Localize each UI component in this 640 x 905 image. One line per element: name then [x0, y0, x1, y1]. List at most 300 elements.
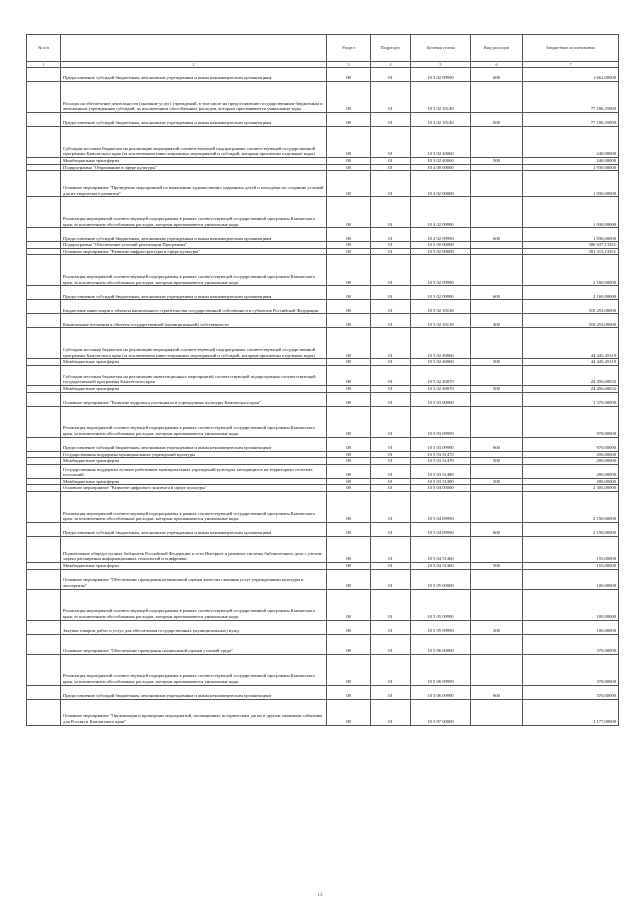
header-razdel: Раздел — [327, 35, 371, 62]
cell-rz: 08 — [327, 127, 371, 158]
cell-num — [27, 286, 61, 300]
table-row — [27, 82, 619, 113]
cell-vr: 600 — [471, 437, 523, 451]
cell-vr: 600 — [471, 228, 523, 242]
cell-csr: 10 5 07 00000 — [411, 699, 471, 725]
cell-pr: 01 — [371, 328, 411, 359]
cell-csr: 10 5 03 09990 — [411, 406, 471, 437]
cell-vr — [471, 82, 523, 113]
table-row — [27, 113, 619, 127]
colnum: 7 — [523, 62, 619, 68]
table-row — [27, 365, 619, 385]
cell-rz: 08 — [327, 478, 371, 485]
cell-name: Предоставление субсидий бюджетным, автономным учреждениям и иным некоммерческим организациям — [61, 286, 327, 300]
cell-pr: 01 — [371, 620, 411, 634]
cell-vr: 500 — [471, 359, 523, 366]
cell-pr: 01 — [371, 255, 411, 286]
cell-rz: 08 — [327, 68, 371, 82]
cell-name: Реализация мероприятий соответствующей подпрограммы в рамках соответствующей государственной программы Камчатского края, за исключением обособленных расходов, которым присваиваются уникальные коды — [61, 654, 327, 685]
cell-name: Подключение общедоступных библиотек Российской Федерации к сети Интернет и развитие системы библиотечного дела с учетом задачи расширения информационных технологий и оцифровки — [61, 536, 327, 562]
cell-csr: 10 5 02 40060 — [411, 328, 471, 359]
cell-csr: 10 5 02 10130 — [411, 314, 471, 328]
colnum: 2 — [61, 62, 327, 68]
cell-sum: 155,00000 — [523, 536, 619, 562]
cell-num — [27, 127, 61, 158]
cell-rz: 08 — [327, 654, 371, 685]
cell-rz: 08 — [327, 158, 371, 165]
cell-sum: 2 160,00000 — [523, 255, 619, 286]
table-row — [27, 437, 619, 451]
cell-vr: 600 — [471, 113, 523, 127]
cell-sum: 2 150,00000 — [523, 491, 619, 522]
cell-sum: 44 445,45319 — [523, 328, 619, 359]
cell-vr — [471, 699, 523, 725]
cell-csr: 10 5 04 51460 — [411, 536, 471, 562]
cell-name: Межбюджетные трансферты — [61, 158, 327, 165]
cell-num — [27, 365, 61, 385]
cell-vr: 600 — [471, 68, 523, 82]
cell-vr — [471, 536, 523, 562]
cell-name: Межбюджетные трансферты — [61, 562, 327, 569]
cell-csr: 10 5 03 51470 — [411, 451, 471, 458]
cell-pr: 01 — [371, 491, 411, 522]
cell-num — [27, 171, 61, 197]
header-name — [61, 35, 327, 62]
cell-sum: 1 930,00000 — [523, 197, 619, 228]
cell-csr: 10 3 02 40060 — [411, 158, 471, 165]
cell-name: Межбюджетные трансферты — [61, 478, 327, 485]
cell-vr — [471, 197, 523, 228]
cell-csr: 10 5 05 00000 — [411, 569, 471, 589]
cell-pr: 01 — [371, 68, 411, 82]
table-row — [27, 68, 619, 82]
cell-name: Основное мероприятие "Обеспечение проведения специальной оценки условий труда" — [61, 634, 327, 654]
cell-rz: 08 — [327, 562, 371, 569]
cell-rz: 08 — [327, 255, 371, 286]
cell-pr: 01 — [371, 562, 411, 569]
cell-vr: 500 — [471, 458, 523, 465]
table-row — [27, 685, 619, 699]
cell-csr: 10 5 03 51480 — [411, 478, 471, 485]
cell-rz: 08 — [327, 197, 371, 228]
cell-pr: 01 — [371, 359, 411, 366]
cell-sum: 370,00000 — [523, 654, 619, 685]
cell-csr: 10 5 06 00000 — [411, 634, 471, 654]
cell-pr: 01 — [371, 242, 411, 249]
table-row — [27, 485, 619, 492]
cell-rz: 08 — [327, 464, 371, 478]
cell-num — [27, 197, 61, 228]
cell-vr — [471, 406, 523, 437]
cell-vr — [471, 127, 523, 158]
cell-csr: 10 5 02 09990 — [411, 286, 471, 300]
cell-csr: 10 5 03 51480 — [411, 464, 471, 478]
table-row — [27, 536, 619, 562]
table-row — [27, 300, 619, 314]
cell-rz: 08 — [327, 113, 371, 127]
cell-rz: 08 — [327, 569, 371, 589]
cell-sum: 370,00000 — [523, 685, 619, 699]
cell-pr: 01 — [371, 365, 411, 385]
cell-csr: 10 5 03 00000 — [411, 392, 471, 406]
cell-pr: 01 — [371, 314, 411, 328]
cell-num — [27, 158, 61, 165]
cell-csr: 10 3 02 10140 — [411, 82, 471, 113]
cell-pr: 01 — [371, 228, 411, 242]
table-row — [27, 197, 619, 228]
header-num: № п/п — [27, 35, 61, 62]
cell-rz: 08 — [327, 589, 371, 620]
cell-pr: 01 — [371, 451, 411, 458]
cell-pr: 01 — [371, 437, 411, 451]
cell-num — [27, 437, 61, 451]
cell-csr: 10 4 02 00000 — [411, 171, 471, 197]
cell-pr: 01 — [371, 406, 411, 437]
cell-num — [27, 164, 61, 171]
cell-name: Межбюджетные трансферты — [61, 385, 327, 392]
cell-vr — [471, 634, 523, 654]
cell-sum: 200,00000 — [523, 464, 619, 478]
cell-rz: 08 — [327, 485, 371, 492]
table-row — [27, 286, 619, 300]
cell-rz: 08 — [327, 328, 371, 359]
cell-name: Капитальные вложения в объекты государственной (муниципальной) собственности — [61, 314, 327, 328]
cell-rz: 08 — [327, 359, 371, 366]
cell-sum: 2 305,00000 — [523, 485, 619, 492]
table-row — [27, 478, 619, 485]
cell-sum: 200,00000 — [523, 451, 619, 458]
cell-pr: 01 — [371, 478, 411, 485]
cell-sum: 1 370,00000 — [523, 392, 619, 406]
colnum: 1 — [27, 62, 61, 68]
cell-sum: 77 186,35000 — [523, 82, 619, 113]
cell-num — [27, 478, 61, 485]
cell-vr — [471, 328, 523, 359]
table-row — [27, 158, 619, 165]
budget-table-sheet — [26, 34, 618, 726]
cell-name: Закупка товаров, работ и услуг для обеспечения государственных (муниципальных) нужд — [61, 620, 327, 634]
cell-csr: 10 5 04 09990 — [411, 491, 471, 522]
cell-rz: 08 — [327, 458, 371, 465]
cell-num — [27, 536, 61, 562]
table-row — [27, 620, 619, 634]
cell-num — [27, 569, 61, 589]
cell-pr: 01 — [371, 171, 411, 197]
cell-pr: 01 — [371, 589, 411, 620]
cell-name: Подпрограмма "Обеспечение условий реализации Программы" — [61, 242, 327, 249]
cell-pr: 01 — [371, 82, 411, 113]
cell-vr: 600 — [471, 522, 523, 536]
cell-rz: 08 — [327, 620, 371, 634]
cell-sum: 200,00000 — [523, 458, 619, 465]
cell-name: Основное мероприятие "Развитие инфраструктуры в сфере культуры" — [61, 248, 327, 255]
cell-name: Реализация мероприятий соответствующей подпрограммы в рамках соответствующей государственной программы Камчатского края, за исключением обособленных расходов, которым присваиваются уникальные коды — [61, 255, 327, 286]
cell-sum: 240,00000 — [523, 158, 619, 165]
cell-vr: 600 — [471, 286, 523, 300]
cell-num — [27, 113, 61, 127]
cell-pr: 01 — [371, 485, 411, 492]
cell-vr: 500 — [471, 562, 523, 569]
cell-vr: 200 — [471, 620, 523, 634]
cell-pr: 01 — [371, 654, 411, 685]
cell-sum: 240,00000 — [523, 127, 619, 158]
cell-sum: 1 177,00000 — [523, 699, 619, 725]
cell-vr: 500 — [471, 158, 523, 165]
cell-pr: 01 — [371, 464, 411, 478]
cell-sum: 381 315,13351 — [523, 248, 619, 255]
cell-num — [27, 68, 61, 82]
cell-num — [27, 359, 61, 366]
cell-pr: 01 — [371, 197, 411, 228]
cell-pr: 01 — [371, 158, 411, 165]
cell-csr: 10 5 02 40060 — [411, 359, 471, 366]
cell-num — [27, 328, 61, 359]
cell-pr: 01 — [371, 458, 411, 465]
cell-sum: 1 662,00000 — [523, 68, 619, 82]
cell-rz: 08 — [327, 685, 371, 699]
cell-sum: 100,00000 — [523, 620, 619, 634]
cell-num — [27, 562, 61, 569]
cell-sum: 44 445,45319 — [523, 359, 619, 366]
cell-vr — [471, 365, 523, 385]
table-row — [27, 127, 619, 158]
colnum: 6 — [471, 62, 523, 68]
cell-name: Предоставление субсидий бюджетным, автономным учреждениям и иным некоммерческим организациям — [61, 228, 327, 242]
table-header-row — [27, 35, 619, 62]
cell-rz: 08 — [327, 392, 371, 406]
cell-vr — [471, 300, 523, 314]
cell-num — [27, 255, 61, 286]
cell-sum: 2 150,00000 — [523, 522, 619, 536]
cell-vr — [471, 242, 523, 249]
cell-vr — [471, 491, 523, 522]
cell-pr: 01 — [371, 286, 411, 300]
table-row — [27, 242, 619, 249]
cell-csr: 10 5 03 09990 — [411, 437, 471, 451]
cell-sum: 24 456,68032 — [523, 385, 619, 392]
cell-csr: 10 4 02 09990 — [411, 197, 471, 228]
cell-num — [27, 82, 61, 113]
cell-vr — [471, 569, 523, 589]
table-row — [27, 392, 619, 406]
cell-sum: 970,00000 — [523, 437, 619, 451]
cell-name: Основное мероприятие "Развитие кадрового потенциала в учреждениях культуры Камчатского края" — [61, 392, 327, 406]
cell-name: Государственная поддержка муниципальных учреждений культуры — [61, 451, 327, 458]
header-sum: Бюджетные ассигнования — [523, 35, 619, 62]
cell-pr: 01 — [371, 392, 411, 406]
cell-sum: 1 930,00000 — [523, 228, 619, 242]
cell-num — [27, 228, 61, 242]
cell-sum: 1 930,00000 — [523, 171, 619, 197]
cell-csr: 10 5 06 09990 — [411, 685, 471, 699]
cell-sum: 100,00000 — [523, 589, 619, 620]
cell-sum: 370,00000 — [523, 634, 619, 654]
cell-csr: 10 5 02 09990 — [411, 255, 471, 286]
cell-rz: 08 — [327, 228, 371, 242]
cell-vr — [471, 248, 523, 255]
cell-csr: 10 5 06 09990 — [411, 654, 471, 685]
cell-csr: 10 5 05 09990 — [411, 589, 471, 620]
cell-vr: 600 — [471, 685, 523, 699]
cell-csr: 10 3 02 40060 — [411, 127, 471, 158]
table-body — [27, 68, 619, 726]
cell-name: Реализация мероприятий соответствующей подпрограммы в рамках соответствующей государственной программы Камчатского края, за исключением обособленных расходов, которым присваиваются уникальные коды — [61, 197, 327, 228]
cell-csr: 10 3 02 09990 — [411, 68, 471, 82]
cell-num — [27, 451, 61, 458]
cell-num — [27, 464, 61, 478]
table-row — [27, 569, 619, 589]
cell-rz: 08 — [327, 314, 371, 328]
cell-sum: 310 253,00000 — [523, 314, 619, 328]
table-row — [27, 699, 619, 725]
cell-vr — [471, 654, 523, 685]
cell-pr: 01 — [371, 127, 411, 158]
header-csr: Целевая статья — [411, 35, 471, 62]
table-row — [27, 164, 619, 171]
cell-sum: 386 637,13351 — [523, 242, 619, 249]
cell-name: Предоставление субсидий бюджетным, автономным учреждениям и иным некоммерческим организациям — [61, 437, 327, 451]
cell-vr — [471, 451, 523, 458]
cell-vr — [471, 255, 523, 286]
cell-sum: 24 456,68032 — [523, 365, 619, 385]
cell-rz: 08 — [327, 171, 371, 197]
table-row — [27, 451, 619, 458]
cell-csr: 10 5 03 51470 — [411, 458, 471, 465]
cell-rz: 08 — [327, 491, 371, 522]
table-row — [27, 654, 619, 685]
colnum: 4 — [371, 62, 411, 68]
cell-vr — [471, 485, 523, 492]
cell-rz: 08 — [327, 365, 371, 385]
cell-csr: 10 5 02 10130 — [411, 300, 471, 314]
cell-num — [27, 385, 61, 392]
cell-name: Основное мероприятие "Проведение мероприятий по выявлению художественно одаренных детей и молодежи по созданию условий для их творческого развития" — [61, 171, 327, 197]
cell-name: Основное мероприятие "Развитие цифрового контента в сфере культуры" — [61, 485, 327, 492]
table-row — [27, 228, 619, 242]
cell-rz: 08 — [327, 242, 371, 249]
cell-num — [27, 314, 61, 328]
cell-name: Субсидии местным бюджетам на реализацию мероприятий соответствующей подпрограммы соответствующей государственной программы Камчатского края (за исключением инвестиционных мероприятий и субсидий, которым присвоены отдельные коды) — [61, 328, 327, 359]
table-row — [27, 522, 619, 536]
table-row — [27, 589, 619, 620]
cell-num — [27, 485, 61, 492]
cell-name: Расходы на обеспечение деятельности (оказание услуг) учреждений, в том числе на предоставление государственным бюджетным и автономным учреждениям субсидий, за исключением обособленных расходов, которым присваиваются уникальные коды — [61, 82, 327, 113]
cell-num — [27, 491, 61, 522]
cell-pr: 01 — [371, 699, 411, 725]
cell-num — [27, 589, 61, 620]
table-row — [27, 359, 619, 366]
page-number: 13 — [317, 893, 323, 898]
cell-sum: 970,00000 — [523, 406, 619, 437]
cell-csr: 10 4 02 09990 — [411, 228, 471, 242]
cell-rz: 08 — [327, 82, 371, 113]
table-row — [27, 634, 619, 654]
cell-name: Субсидии местным бюджетам на реализацию мероприятий соответствующей подпрограммы соответствующей государственной программы Камчатского края (за исключением инвестиционных мероприятий и субсидий, которым присвоены отдельные коды) — [61, 127, 327, 158]
cell-rz: 08 — [327, 300, 371, 314]
cell-rz: 08 — [327, 536, 371, 562]
cell-pr: 01 — [371, 685, 411, 699]
cell-name: Предоставление субсидий бюджетным, автономным учреждениям и иным некоммерческим организациям — [61, 522, 327, 536]
cell-sum: 1 930,00000 — [523, 164, 619, 171]
cell-vr — [471, 589, 523, 620]
table-row — [27, 464, 619, 478]
cell-rz: 08 — [327, 248, 371, 255]
cell-num — [27, 685, 61, 699]
cell-csr: 10 5 02 40070 — [411, 385, 471, 392]
cell-pr: 01 — [371, 536, 411, 562]
cell-num — [27, 634, 61, 654]
cell-name: Субсидии местным бюджетам на реализацию инвестиционных мероприятий соответствующей подпрограммы соответствующей государственной программы Камчатского края — [61, 365, 327, 385]
cell-rz: 08 — [327, 437, 371, 451]
cell-num — [27, 522, 61, 536]
cell-num — [27, 699, 61, 725]
table-row — [27, 328, 619, 359]
cell-num — [27, 300, 61, 314]
colnum: 5 — [411, 62, 471, 68]
cell-vr — [471, 464, 523, 478]
cell-pr: 01 — [371, 634, 411, 654]
cell-rz: 08 — [327, 451, 371, 458]
table-row — [27, 314, 619, 328]
cell-name: Предоставление субсидий бюджетным, автономным учреждениям и иным некоммерческим организациям — [61, 68, 327, 82]
table-row — [27, 385, 619, 392]
cell-num — [27, 392, 61, 406]
cell-name: Реализация мероприятий соответствующей подпрограммы в рамках соответствующей государственной программы Камчатского края, за исключением обособленных расходов, которым присваиваются уникальные коды — [61, 406, 327, 437]
cell-num — [27, 654, 61, 685]
cell-vr — [471, 164, 523, 171]
cell-rz: 08 — [327, 699, 371, 725]
table-row — [27, 171, 619, 197]
cell-csr: 10 5 04 00000 — [411, 485, 471, 492]
colnum: 3 — [327, 62, 371, 68]
cell-name: Предоставление субсидий бюджетным, автономным учреждениям и иным некоммерческим организациям — [61, 685, 327, 699]
cell-num — [27, 458, 61, 465]
cell-name: Межбюджетные трансферты — [61, 458, 327, 465]
table-row — [27, 255, 619, 286]
cell-rz: 08 — [327, 286, 371, 300]
cell-rz: 08 — [327, 634, 371, 654]
cell-name: Основное мероприятие "Организация и проведение мероприятий, посвященных историческим датам и другим значимым событиям для России и Камчатского края" — [61, 699, 327, 725]
cell-rz: 08 — [327, 522, 371, 536]
cell-vr: 400 — [471, 314, 523, 328]
cell-pr: 01 — [371, 569, 411, 589]
cell-sum: 2 160,00000 — [523, 286, 619, 300]
cell-csr: 10 5 05 09990 — [411, 620, 471, 634]
cell-pr: 01 — [371, 113, 411, 127]
cell-name: Предоставление субсидий бюджетным, автономным учреждениям и иным некоммерческим организациям — [61, 113, 327, 127]
cell-sum: 155,00000 — [523, 562, 619, 569]
cell-csr: 10 5 04 09990 — [411, 522, 471, 536]
cell-vr: 500 — [471, 478, 523, 485]
cell-vr — [471, 171, 523, 197]
cell-csr: 10 4 00 00000 — [411, 164, 471, 171]
cell-rz: 08 — [327, 406, 371, 437]
cell-sum: 200,00000 — [523, 478, 619, 485]
cell-num — [27, 248, 61, 255]
cell-csr: 10 5 02 00000 — [411, 248, 471, 255]
cell-csr: 10 5 00 00000 — [411, 242, 471, 249]
table-row — [27, 248, 619, 255]
cell-name: Государственная поддержка лучших работников муниципальных учреждений культуры, находящихся на территориях сельских поселений — [61, 464, 327, 478]
cell-rz: 08 — [327, 385, 371, 392]
table-row — [27, 491, 619, 522]
cell-sum: 100,00000 — [523, 569, 619, 589]
cell-csr: 10 3 02 10140 — [411, 113, 471, 127]
cell-num — [27, 620, 61, 634]
cell-name: Реализация мероприятий соответствующей подпрограммы в рамках соответствующей государственной программы Камчатского края, за исключением обособленных расходов, которым присваиваются уникальные коды — [61, 491, 327, 522]
cell-csr: 10 5 04 51460 — [411, 562, 471, 569]
cell-pr: 01 — [371, 385, 411, 392]
